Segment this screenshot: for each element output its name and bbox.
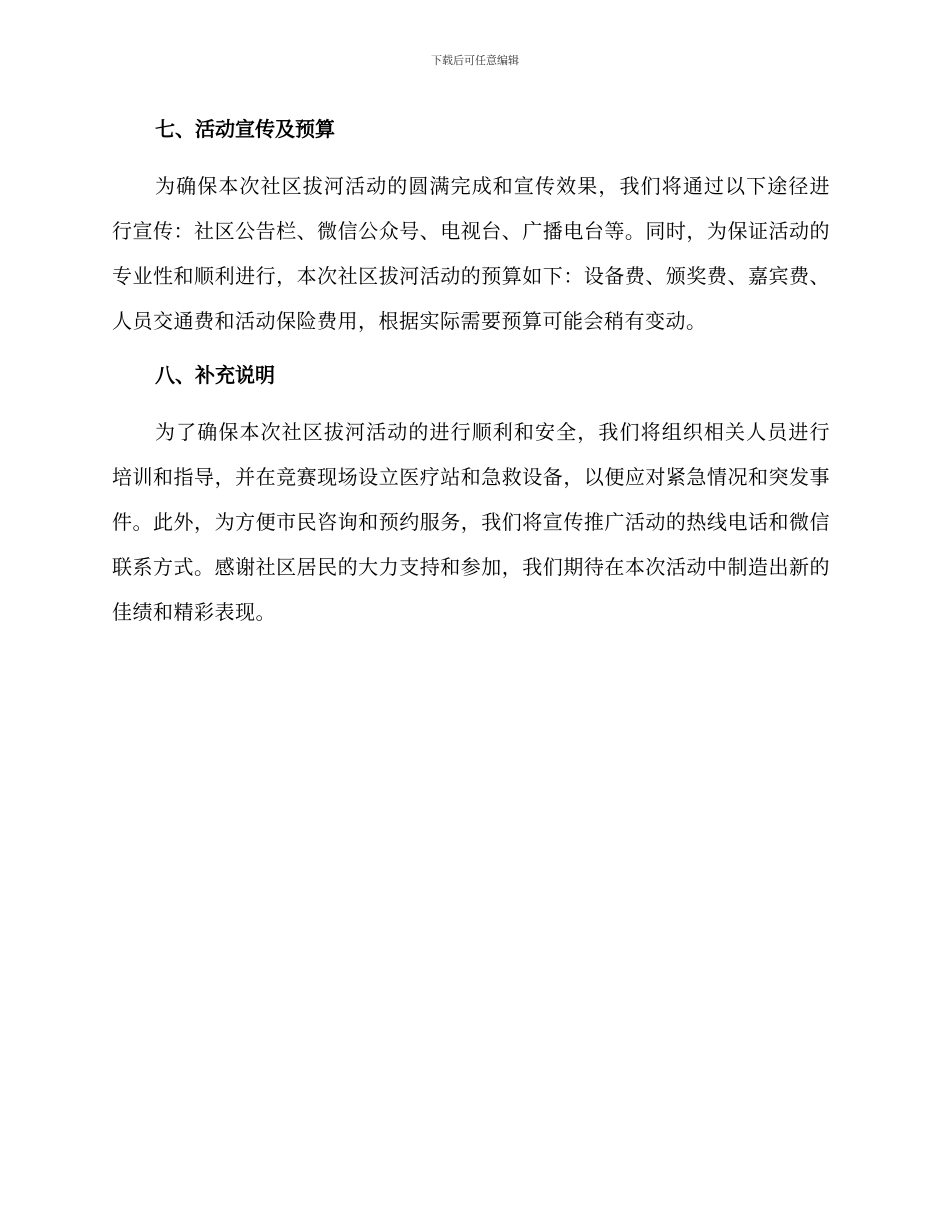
section-paragraph-publicity-budget: 为确保本次社区拔河活动的圆满完成和宣传效果，我们将通过以下途径进行宣传：社区公告栏、微信公众号、电视台、广播电台等。同时，为保证活动的专业性和顺利进行，本次社区拔河活动的预算如下：设备费、颁奖费、嘉宾费、人员交通费和活动保险费用，根据实际需要预算可能会稍有变动。	[112, 174, 830, 333]
section-heading-supplementary-notes: 八、补充说明	[155, 363, 275, 387]
document-body	[112, 112, 830, 635]
section-paragraph-supplementary-notes: 为了确保本次社区拔河活动的进行顺利和安全，我们将组织相关人员进行培训和指导，并在竞赛现场设立医疗站和急救设备，以便应对紧急情况和突发事件。此外，为方便市民咨询和预约服务，我们将宣传推广活动的热线电话和微信联系方式。感谢社区居民的大力支持和参加，我们期待在本次活动中制造出新的佳绩和精彩表现。	[112, 420, 830, 624]
page-header: 下载后可任意编辑	[431, 54, 519, 67]
section-heading-publicity-budget: 七、活动宣传及预算	[155, 117, 335, 141]
